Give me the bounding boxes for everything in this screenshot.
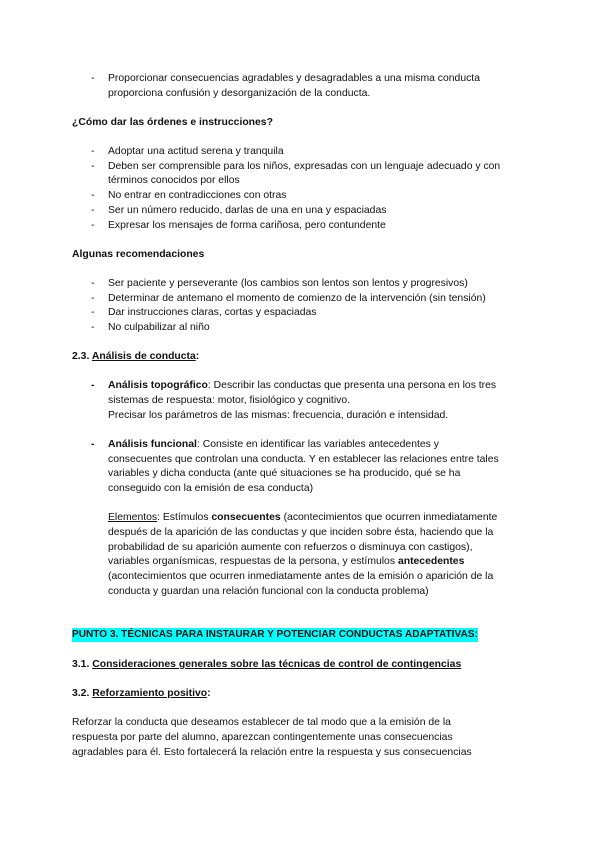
recomendaciones-heading: Algunas recomendaciones bbox=[72, 249, 205, 260]
section-colon: : bbox=[207, 688, 211, 699]
bullet-dash: - bbox=[91, 293, 95, 304]
s32-heading bbox=[72, 687, 211, 701]
topografico-line-3: Precisar los parámetros de las mismas: frecuencia, duración e intensidad. bbox=[108, 410, 449, 421]
section-title: Consideraciones generales sobre las técnicas de control de contingencias bbox=[92, 659, 462, 670]
antecedentes-term: antecedentes bbox=[397, 556, 465, 567]
elementos-line-4 bbox=[108, 555, 464, 569]
list-item: Expresar los mensajes de forma cariñosa, pero contundente bbox=[108, 220, 386, 231]
ordenes-heading: ¿Cómo dar las órdenes e instrucciones? bbox=[72, 117, 273, 128]
funcional-line-1 bbox=[108, 438, 439, 452]
list-item: No culpabilizar al niño bbox=[108, 322, 210, 333]
topografico-line-2: sistemas de respuesta: motor, fisiológico y cognitivo. bbox=[108, 395, 350, 406]
section-colon: : bbox=[195, 351, 200, 362]
funcional-line-2: consecuentes que controlan una conducta. Y en establecer las relaciones entre tales bbox=[108, 454, 499, 465]
funcional-line-4: conseguido con la emisión de esa conducta) bbox=[108, 483, 314, 494]
bullet-dash: - bbox=[91, 161, 95, 172]
elementos-line-1-rest: (acontecimientos que ocurren inmediatamente bbox=[280, 512, 498, 523]
section-title: Reforzamiento positivo bbox=[92, 688, 208, 699]
funcional-text: : Consiste en identificar las variables antecedentes y bbox=[196, 439, 439, 450]
section-number: 3.2. bbox=[72, 688, 90, 699]
intro-bullet-line-1: Proporcionar consecuencias agradables y desagradables a una misma conducta bbox=[108, 73, 480, 84]
s32-paragraph-line: respuesta por parte del alumno, aparezcan contingentemente unas consecuencias bbox=[72, 732, 453, 743]
topografico-text: : Describir las conductas que presenta una persona en los tres bbox=[207, 380, 497, 391]
s32-paragraph-line: Reforzar la conducta que deseamos establecer de tal modo que a la emisión de la bbox=[72, 717, 451, 728]
list-item: Determinar de antemano el momento de comienzo de la intervención (sin tensión) bbox=[108, 293, 486, 304]
s31-heading bbox=[72, 658, 461, 672]
section-number: 3.1. bbox=[72, 659, 90, 670]
topografico-line-1 bbox=[108, 379, 496, 393]
elementos-intro: : Estímulos bbox=[157, 512, 212, 523]
consecuentes-term: consecuentes bbox=[211, 512, 281, 523]
topografico-label: Análisis topográfico bbox=[108, 380, 208, 391]
elementos-line-6: conducta y guardan una relación funcional con la conducta problema) bbox=[108, 586, 429, 597]
bullet-dash: - bbox=[91, 190, 95, 201]
list-item: términos conocidos por ellos bbox=[108, 175, 240, 186]
section-number: 2.3. bbox=[72, 351, 90, 362]
bullet-dash: - bbox=[91, 322, 95, 333]
bullet-dash: - bbox=[91, 380, 95, 391]
list-item: Ser paciente y perseverante (los cambios son lentos son lentos y progresivos) bbox=[108, 278, 468, 289]
intro-bullet-line-2: proporciona confusión y desorganización de la conducta. bbox=[108, 88, 371, 99]
funcional-label: Análisis funcional bbox=[108, 439, 197, 450]
elementos-line-1 bbox=[108, 511, 497, 525]
elementos-line-4-text: variables organísmicas, respuestas de la persona, y estímulos bbox=[108, 556, 398, 567]
elementos-line-3: probabilidad de su aparición aumente con refuerzos o disminuya con castigos), bbox=[108, 542, 473, 553]
elementos-line-5: (acontecimientos que ocurren inmediatamente antes de la emisión o aparición de la bbox=[108, 571, 494, 582]
bullet-dash: - bbox=[91, 220, 95, 231]
bullet-dash: - bbox=[91, 278, 95, 289]
bullet-dash: - bbox=[91, 73, 95, 84]
list-item: No entrar en contradicciones con otras bbox=[108, 190, 287, 201]
list-item: Adoptar una actitud serena y tranquila bbox=[108, 146, 284, 157]
bullet-dash: - bbox=[91, 307, 95, 318]
s32-paragraph-line: agradables para él. Esto fortalecerá la relación entre la respuesta y sus consecuencias bbox=[72, 747, 472, 758]
bullet-dash: - bbox=[91, 146, 95, 157]
funcional-line-3: variables y dicha conducta (ante qué situaciones se ha producido, qué se ha bbox=[108, 468, 461, 479]
punto3-heading: PUNTO 3. TÉCNICAS PARA INSTAURAR Y POTENCIAR CONDUCTAS ADAPTATIVAS: bbox=[72, 629, 478, 640]
bullet-dash: - bbox=[91, 205, 95, 216]
list-item: Ser un número reducido, darlas de una en una y espaciadas bbox=[108, 205, 387, 216]
bullet-dash: - bbox=[91, 439, 95, 450]
section-title: Análisis de conducta bbox=[91, 351, 196, 362]
list-item: Deben ser comprensible para los niños, expresadas con un lenguaje adecuado y con bbox=[108, 161, 501, 172]
elementos-line-2: después de la aparición de las conductas y que inciden sobre ésta, haciendo que la bbox=[108, 527, 494, 538]
list-item: Dar instrucciones claras, cortas y espaciadas bbox=[108, 307, 317, 318]
analisis-heading bbox=[72, 350, 199, 364]
elementos-label: Elementos bbox=[108, 512, 158, 523]
